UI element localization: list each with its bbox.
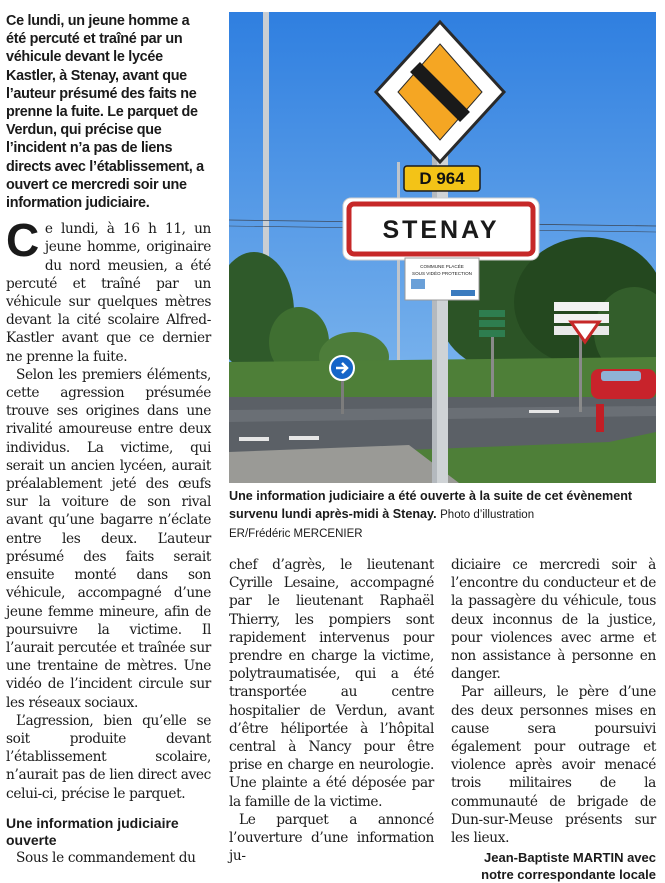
- town-sign-label: STENAY: [382, 216, 500, 244]
- notice-line-2: SOUS VIDÉO PROTECTION: [412, 271, 472, 276]
- route-sign-label: D 964: [419, 169, 465, 188]
- notice-line-1: COMMUNE PLACÉE: [420, 264, 464, 269]
- paragraph: Le parquet a annoncé l’ouverture d’une information ju-: [229, 811, 434, 865]
- paragraph: L’agression, bien qu’elle se soit produite devant l’établissement scolaire, n’aurait pas de lien direct avec celui-ci, précise le parquet.: [6, 712, 211, 802]
- article-column-3: [451, 556, 656, 883]
- paragraph: Par ailleurs, le père d’une des deux personnes mises en cause sera poursuivi également pour outrage et violence après avoir menacé trois militaires de la communauté de brigade de Dun-sur-Meuse présents sur les lieux.: [451, 684, 656, 847]
- byline-author: Jean-Baptiste MARTIN avec: [484, 850, 656, 866]
- photo-caption: [229, 487, 656, 543]
- subheading: Une information judiciaire ouverte: [6, 814, 179, 848]
- article-lede: Ce lundi, un jeune homme a été percuté et traîné par un véhicule devant le lycée Kastler, à Stenay, avant que l’auteur présumé des faits ne prenne la fuite. Le parquet de Verdun, qui précise que l’incident n’a pas de liens directs avec l’établissement, a ouvert ce mercredi soir une information judiciaire.: [6, 13, 204, 212]
- article-body-1: [6, 214, 211, 867]
- drop-cap: C: [6, 214, 39, 267]
- paragraph: Sous le commandement du: [16, 849, 196, 866]
- byline: [451, 849, 656, 883]
- caption-text: Une information judiciaire a été ouverte à la suite de cet évènement survenu lundi après-midi à Stenay.: [229, 489, 633, 521]
- article-column-2: [229, 556, 434, 865]
- byline-correspondent: notre correspondante locale: [481, 867, 656, 883]
- photo-credit: ER/Frédéric MERCENIER: [229, 528, 363, 540]
- caption-note: Photo d’illustration: [440, 509, 535, 521]
- paragraph-text: e lundi, à 16 h 11, un jeune homme, originaire du nord meusien, a été percuté et traîné par un véhicule sur quelques mètres devant la cité scolaire Alfred-Kastler avant que ce dernier ne prenne la fuite.: [6, 221, 211, 365]
- paragraph-intro: [6, 214, 211, 366]
- article-column-1: [6, 12, 211, 867]
- paragraph: chef d’agrès, le lieutenant Cyrille Lesaine, accompagné par le lieutenant Raphaël Thierry, les pompiers sont rapidement intervenus pour prendre en charge la victime, polytraumatisée, qui a été transportée au centre hospitalier de Verdun, avant d’être héliportée à l’hôpital central à Nancy pour être prise en charge en neurologie. Une plainte a été déposée par la famille de la victime.: [229, 557, 434, 810]
- paragraph: Selon les premiers éléments, cette agression présumée trouve ses origines dans une rivalité amoureuse entre deux individus. La victime, qui serait un ancien lycéen, aurait préalablement jeté des œufs sur la voiture de son rival avant qu’une bagarre n’éclate entre les deux. L’auteur présumé des faits serait ensuite monté dans son véhicule, accompagné d’une jeune femme mineure, afin de poursuivre la victime. Il l’aurait percutée et traînée sur une trentaine de mètres. Une vidéo de l’incident circule sur les réseaux sociaux.: [6, 366, 211, 711]
- article-photo: [229, 12, 656, 483]
- paragraph: diciaire ce mercredi soir à l’encontre du conducteur et de la passagère du véhicule, tous deux inconnus de la justice, pour violences avec arme et non assistance à personne en danger.: [451, 557, 656, 683]
